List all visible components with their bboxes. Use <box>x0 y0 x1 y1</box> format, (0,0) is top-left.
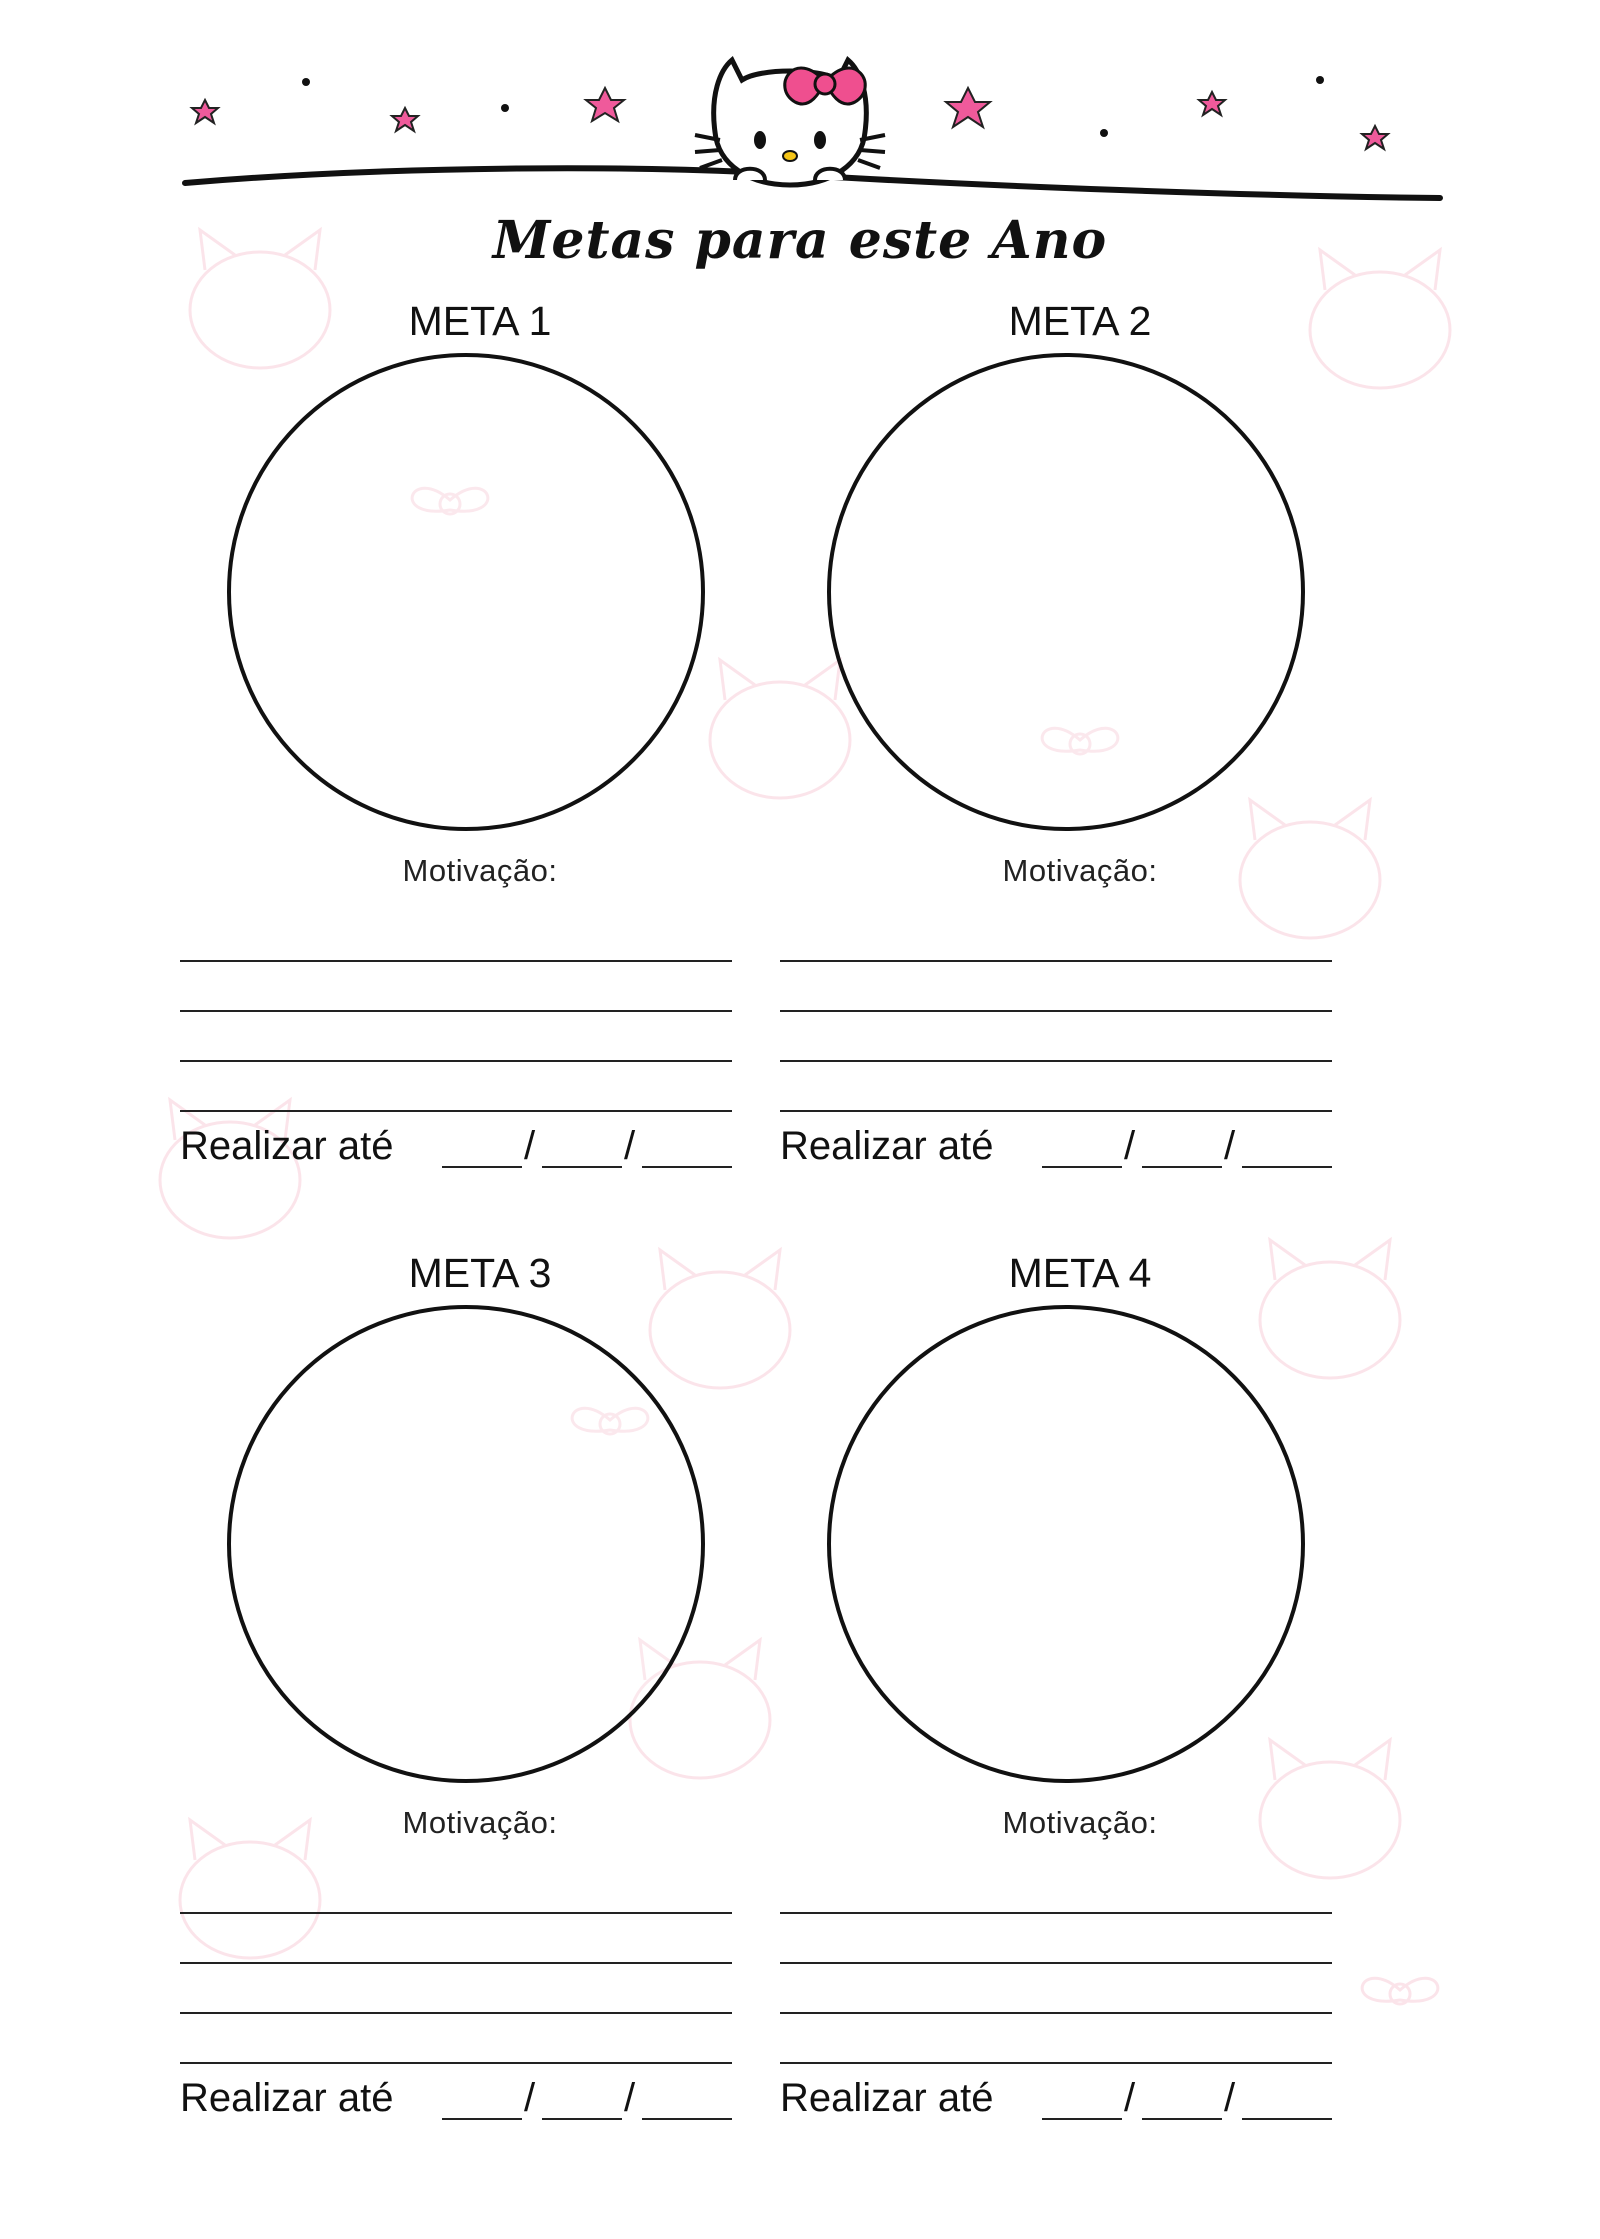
goal-title: META 4 <box>1008 1250 1152 1296</box>
dot-star-icon <box>501 104 509 112</box>
year-blank[interactable] <box>642 2118 732 2120</box>
writing-line[interactable] <box>180 1912 732 1914</box>
month-blank[interactable] <box>542 2118 622 2120</box>
month-blank[interactable] <box>542 1166 622 1168</box>
date-separator: / <box>1124 2076 1136 2120</box>
year-blank[interactable] <box>642 1166 732 1168</box>
star-icon <box>1362 126 1388 149</box>
goal-circle[interactable] <box>227 353 705 831</box>
writing-line[interactable] <box>180 960 732 962</box>
date-separator: / <box>1124 1124 1136 1168</box>
date-separator: / <box>624 1124 636 1168</box>
writing-line[interactable] <box>180 2012 732 2014</box>
writing-line[interactable] <box>180 2062 732 2064</box>
star-icon <box>392 108 418 131</box>
deadline-row <box>180 1124 780 1174</box>
motivation-label: Motivação: <box>1002 853 1158 888</box>
goal-circle[interactable] <box>827 1305 1305 1783</box>
deadline-label: Realizar até <box>180 2076 394 2120</box>
day-blank[interactable] <box>1042 1166 1122 1168</box>
writing-line[interactable] <box>780 1010 1332 1012</box>
motivation-label: Motivação: <box>402 853 558 888</box>
writing-line[interactable] <box>780 960 1332 962</box>
goal-title: META 3 <box>408 1250 552 1296</box>
year-blank[interactable] <box>1242 1166 1332 1168</box>
goal-card <box>180 298 780 1198</box>
date-separator: / <box>1224 2076 1236 2120</box>
writing-line[interactable] <box>780 1110 1332 1112</box>
goal-circle[interactable] <box>227 1305 705 1783</box>
writing-line[interactable] <box>780 1912 1332 1914</box>
kitty-face-icon <box>695 60 885 185</box>
writing-line[interactable] <box>780 1962 1332 1964</box>
deadline-label: Realizar até <box>780 2076 994 2120</box>
writing-line[interactable] <box>180 1110 732 1112</box>
goal-title: META 1 <box>408 298 552 344</box>
star-icon <box>192 100 218 123</box>
star-icon <box>1199 92 1225 115</box>
star-icon <box>946 88 990 127</box>
day-blank[interactable] <box>1042 2118 1122 2120</box>
writing-line[interactable] <box>780 2012 1332 2014</box>
day-blank[interactable] <box>442 2118 522 2120</box>
month-blank[interactable] <box>1142 1166 1222 1168</box>
day-blank[interactable] <box>442 1166 522 1168</box>
goal-title: META 2 <box>1008 298 1152 344</box>
year-blank[interactable] <box>1242 2118 1332 2120</box>
writing-line[interactable] <box>180 1962 732 1964</box>
star-icon <box>586 88 624 121</box>
month-blank[interactable] <box>1142 2118 1222 2120</box>
goal-circle[interactable] <box>827 353 1305 831</box>
writing-line[interactable] <box>180 1060 732 1062</box>
date-separator: / <box>524 2076 536 2120</box>
motivation-label: Motivação: <box>402 1805 558 1840</box>
dot-star-icon <box>1100 129 1108 137</box>
goal-card <box>780 1250 1380 2150</box>
deadline-row <box>180 2076 780 2126</box>
goal-card <box>780 298 1380 1198</box>
writing-line[interactable] <box>780 1060 1332 1062</box>
deadline-label: Realizar até <box>780 1124 994 1168</box>
dot-star-icon <box>1316 76 1324 84</box>
writing-line[interactable] <box>780 2062 1332 2064</box>
date-separator: / <box>1224 1124 1236 1168</box>
writing-line[interactable] <box>180 1010 732 1012</box>
deadline-row <box>780 2076 1380 2126</box>
motivation-label: Motivação: <box>1002 1805 1158 1840</box>
date-separator: / <box>624 2076 636 2120</box>
dot-star-icon <box>302 78 310 86</box>
page-title: Metas para este Ano <box>492 210 1108 271</box>
deadline-label: Realizar até <box>180 1124 394 1168</box>
date-separator: / <box>524 1124 536 1168</box>
deadline-row <box>780 1124 1380 1174</box>
goal-card <box>180 1250 780 2150</box>
header-decoration <box>0 0 1600 220</box>
